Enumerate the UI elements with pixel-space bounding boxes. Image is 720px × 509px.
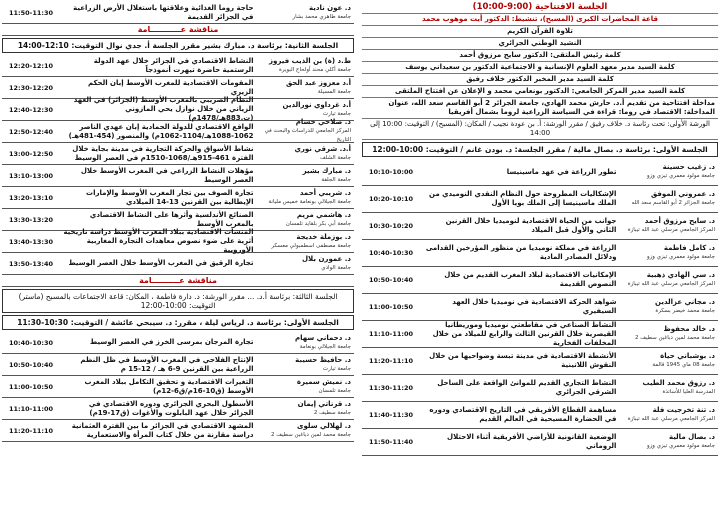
time-slot: 11:10-11:00	[368, 330, 414, 338]
opening-keynote: مداخلة افتتاحية من تقديم أ.د. حارش محمد الهادي، جامعة الجزائر 2 أبو القاسم سعد الله، عنوان المداخلة: الاقتصاد في روما: قراءة في السياسة الزراعية لروما بشمال أفريقيا	[362, 98, 718, 119]
speaker-affiliation: جامعة تيارت	[322, 110, 351, 117]
time-slot: 11:20-11:10	[368, 357, 414, 365]
speaker-name: د. كامل فاطمة	[663, 244, 715, 252]
speaker-name: د. دحماني سهام	[294, 333, 351, 342]
speaker	[256, 79, 354, 97]
opening-title: الجلسة الافتتاحية (9:00-10:00)	[362, 2, 718, 14]
time-slot: 10:20-10:10	[368, 195, 414, 203]
speaker	[619, 433, 718, 451]
right-column	[362, 2, 718, 507]
schedule-row	[2, 165, 354, 187]
schedule-row	[362, 375, 718, 402]
schedule-row	[362, 159, 718, 186]
speaker-name: د. صلاحي حسام	[295, 118, 351, 126]
speaker-name: د. خالد محفوظ	[663, 325, 715, 333]
opening-line-anthem: النشيد الوطني الجزائري	[362, 38, 718, 50]
time-slot: 10:10-10:00	[368, 168, 414, 176]
time-slot: 12:50-12:40	[8, 127, 54, 136]
schedule-row	[2, 398, 354, 420]
speaker-affiliation: جامعة تيارت	[322, 365, 351, 372]
time-slot: 11:30-11:20	[368, 384, 414, 392]
time-slot: 13:40-13:30	[8, 237, 54, 246]
speaker-affiliation: المدرسة العليا للأساتذة	[662, 389, 715, 395]
opening-line-lab: كلمة السيد مدير المخبر الدكتور خلاف رفيق	[362, 74, 718, 86]
left-top-rows	[2, 2, 354, 36]
talk-title: المنشآت الاقتصادية ببلاد المغرب الأوسط دراسة تاريخية أثرية على ضوء نصوص معاهدات التجارة المغاربية الأوروبية	[63, 228, 254, 254]
speaker	[619, 271, 718, 289]
time-slot: 10:50-10:40	[368, 276, 414, 284]
speaker-affiliation: المركز الجامعي مرسلي عبد الله تيبازة	[627, 281, 715, 287]
time-slot: 11:40-11:30	[368, 411, 414, 419]
talk-title: الواقع الاقتصادي للدولة الحمادية إبان عهدي الناصر 1062-1088هـ/1104-1062م) والمنصور (454-481هـ)	[68, 122, 254, 140]
schedule-row	[362, 240, 718, 267]
speaker-affiliation: جامعة الجيلالي بونعامة خميس مليانة	[268, 198, 351, 205]
session-1b-header: الجلسة الأولى: برئاسة د. لرياس ليلة ، مقرر: د. سيبحي عائشة / التوقيت: 10:30-11:30	[2, 315, 354, 330]
speaker-name: د. سي الهادي ذهبية	[646, 271, 715, 279]
speaker	[619, 217, 718, 235]
speaker-name: د. رزوق محمد الطيب	[642, 379, 715, 387]
talk-title: الزراعة في مملكة نوميديا من منظور المؤرخين القدامى ودلائل المصادر المادية	[425, 244, 617, 261]
talk-title: الوضعية القانونية للأراضي الأفريقية أثناء الاحتلال الروماني	[447, 433, 617, 450]
speaker	[619, 406, 718, 424]
speaker	[256, 255, 354, 273]
schedule-row	[362, 402, 718, 429]
time-slot: 11:20-11:10	[8, 426, 54, 435]
talk-title: مساهمة القطاع الأفريقي في التاريخ الاقتصادي ودوره في الحضارة المسيحية في العالم القديم	[429, 406, 617, 423]
time-slot: 10:30-10:20	[368, 222, 414, 230]
session-1-header: الجلسة الأولى: برئاسة د. بصال مالية / مقرر الجلسة: د. بودن غانم / التوقيت: 10:00-12:00	[362, 142, 718, 157]
speaker	[619, 190, 718, 208]
schedule-row	[362, 186, 718, 213]
talk-title: الأسطول البحري الجزائري ودوره الاقتصادي في الجزائر خلال عهد البابلوت والأغوات (ق17-19م)	[88, 399, 254, 417]
speaker-affiliation: جامعة الجيلالي بونعامة	[299, 343, 351, 350]
speaker-name: د. مبارك بشير	[302, 166, 351, 175]
speaker-name: د. بوشباني حياة	[660, 352, 715, 360]
speaker-name: د. عمورن بلال	[301, 254, 351, 263]
talk-title: تجارة الصوف بين تجار المغرب الأوسط والإمارات الإيطالية بين القرنين 13-14 الميلادي	[86, 188, 254, 206]
speaker-name: أ.د. شرقي نوري	[294, 144, 351, 153]
schedule-row	[2, 420, 354, 442]
speaker	[256, 400, 354, 418]
speaker-affiliation: جامعة مولود معمري تيزي وزو	[647, 173, 715, 179]
speaker-affiliation: جامعة محمد خيضر بسكرة	[655, 308, 715, 314]
speaker-affiliation: جامعة محمد لمين دباغين سطيف 2	[635, 335, 715, 341]
time-slot: 12:30-12:20	[8, 83, 54, 92]
speaker-name: د. عون نادية	[309, 3, 351, 12]
schedule-row	[362, 429, 718, 456]
opening-session	[362, 2, 718, 140]
talk-title: النشاط الاقتصادي في الجزائر خلال عهد الدولة الرستمية حاضرة تيهرت أنموذجاً	[93, 56, 254, 74]
speaker-affiliation: جامعة المسيلة	[317, 88, 351, 95]
time-slot: 13:30-13:20	[8, 215, 54, 224]
speaker-affiliation: جامعة محمد لمين دباغين سطيف 2	[271, 431, 351, 438]
speaker-name: د. لهلالي سلوى	[297, 421, 351, 430]
talk-title: مؤهلات النشاط الزراعي في المغرب الأوسط خلال العصر الوسيط	[80, 166, 254, 184]
speaker-name: د. بوزملة خديجة	[296, 232, 351, 241]
talk-title: تجارة الرقيق في المغرب الأوسط خلال العصر الوسيط	[68, 259, 254, 267]
speaker-name: د. مجاني عزالدين	[655, 298, 715, 306]
speaker	[619, 325, 718, 343]
speaker-name: ط.د (ة) بن الذيب فيروز	[268, 56, 351, 65]
speaker-affiliation: جامعة سطيف 2	[313, 409, 351, 416]
speaker-affiliation: جامعة مصطفى اسطمبولي معسكر	[271, 242, 351, 249]
time-slot: 13:00-12:50	[8, 149, 54, 158]
talk-title: الأنشطة الاقتصادية في مدينة تبسة وضواحيها من خلال النقوش اللاتينية	[429, 352, 617, 369]
talk-title: تجارة المرجان بمرسى الخرز في العصر الوسيط	[90, 338, 254, 346]
talk-title: الإشكاليات المطروحة حول النظام النقدي النوميدي من الملك ماسينيسا إلى الملك بويا الأول	[429, 190, 617, 207]
speaker-affiliation: المركز الجامعي مرسلي عبد الله تيبازة	[627, 227, 715, 233]
talk-title: التغيرات الاقتصادية و تحقيق التكامل ببلاد المغرب الأوسط (ق10-16م/ق6-12م)	[84, 377, 254, 395]
talk-title: تطور الزراعة في عهد ماسينيسا	[506, 167, 617, 176]
speaker	[256, 118, 354, 145]
time-slot: 11:00-10:50	[8, 382, 54, 391]
speaker-name: د. تنة تخرجيت فلة	[652, 406, 715, 414]
right-schedule	[362, 159, 718, 456]
opening-line-center: كلمة السيد مدير المركز الجامعي: الدكتور بونعامي محمد و الإعلان عن افتتاح الملتقى	[362, 86, 718, 98]
speaker	[619, 352, 718, 370]
speaker-affiliation: جامعة أكلي محند أولحاج البويرة	[279, 66, 351, 73]
schedule-row	[2, 187, 354, 209]
schedule-row	[2, 143, 354, 165]
session-2-header: الجلسة الثانية: برئاسة د. مبارك بشير مقرر الجلسة أ. جدي نوال التوقيت: 12:10-14:00	[2, 38, 354, 53]
speaker-affiliation: جامعة أبي بكر بلقايد تلمسان	[285, 220, 351, 227]
schedule-row	[2, 2, 354, 24]
speaker	[619, 163, 718, 181]
speaker	[256, 356, 354, 374]
speaker-affiliation: المركز الجامعي مرسلي عبد الله تيبازة	[627, 416, 715, 422]
time-slot: 10:40-10:30	[368, 249, 414, 257]
speaker-name: د. زغيب حسينة	[662, 163, 715, 171]
speaker	[256, 101, 354, 119]
speaker	[256, 145, 354, 163]
speaker-name: د. شريبي أحمد	[299, 188, 351, 197]
talk-title: نشاط الأسواق والحركة التجارية في مدينة بجاية خلال الفترة 461-915هـ/1068-1510م في العصر الوسيط	[72, 144, 254, 162]
talk-title: الصنائع الأندلسية وأثرها على النشاط الاقتصادي بالمغرب الأوسط	[89, 210, 254, 228]
speaker-affiliation: المركز الجامعي للدراسات والبحث في التاريخ	[264, 128, 351, 143]
speaker-affiliation: جامعة مولود معمري تيزي وزو	[647, 443, 715, 449]
speaker	[619, 379, 718, 397]
speaker	[619, 244, 718, 262]
time-slot: 13:10-13:00	[8, 171, 54, 180]
speaker-affiliation: جامعة الشلف	[320, 154, 351, 161]
time-slot: 10:40-10:30	[8, 338, 54, 347]
session-3-header: الجلسة الثالثة: برئاسة أ.د. ... مقرر الورشة: د. دارة فاطمة ، المكان: قاعة الاجتماعات بالمسبح (ماستر) التوقيت: 10:00-12:00	[2, 289, 354, 313]
speaker-affiliation: جامعة الجزائر 2 أبو القاسم سعد الله	[631, 200, 715, 206]
time-slot: 10:50-10:40	[8, 360, 54, 369]
time-slot: 13:20-13:10	[8, 193, 54, 202]
schedule-row	[2, 253, 354, 275]
speaker	[256, 4, 354, 22]
schedule-row	[2, 376, 354, 398]
speaker	[256, 422, 354, 440]
time-slot: 11:10-11:00	[8, 404, 54, 413]
talk-title: المشهد الاقتصادي في الجزائر ما بين الفترة العثمانية دراسة مقارنة من خلال كتاب المرأة والاستعمارية	[71, 421, 254, 439]
speaker-name: د. هاشمي مريم	[296, 210, 351, 219]
schedule-row	[362, 294, 718, 321]
schedule-row	[362, 213, 718, 240]
speaker-affiliation: جامعة 08 ماي 1945 قالمة	[652, 362, 715, 368]
talk-title: جوانب من الحياة الاقتصادية لنوميديا خلال القرنين الثاني والأول قبل الميلاد	[445, 217, 617, 234]
talk-title: النشاط التجاري القديم للموانئ الواقعة على الساحل الشرقي الجزائري	[437, 379, 617, 396]
speaker	[256, 167, 354, 185]
speaker	[256, 334, 354, 352]
talk-title: الإنتاج الفلاحي في المغرب الأوسط في ظل النظم الزراعية بين القرنين 9-6 هـ / 12-15 م	[80, 355, 254, 373]
speaker-name: أ.د غرداوي نورالدين	[282, 100, 351, 109]
speaker-affiliation: جامعة الوادي	[321, 264, 351, 271]
time-slot: 11:50-11:30	[8, 8, 54, 17]
time-slot: 12:40-12:30	[8, 105, 54, 114]
speaker-affiliation: جامعة طاهري محمد بشار	[292, 13, 351, 20]
time-slot: 11:50-11:40	[368, 438, 414, 446]
session-3-schedule	[2, 332, 354, 442]
speaker-name: د. عمروني الموفق	[650, 190, 715, 198]
opening-line-chair: كلمة رئيس الملتقى: الدكتور سايح مرزوق أحمد	[362, 50, 718, 62]
talk-title: المقومات الاقتصادية للمغرب الأوسط إبان الحكم الزيري	[87, 78, 254, 96]
speaker-name: د. بصال مالية	[668, 433, 715, 441]
schedule-row	[362, 348, 718, 375]
speaker	[619, 298, 718, 316]
opening-venue: قاعة المحاضرات الكبرى (المسبح)، تنشيط: الدكتور أيت موهوب محمد	[362, 14, 718, 26]
speaker-name: د. سايح مرزوق أحمد	[644, 217, 715, 225]
speaker-affiliation: جامعة مولود معمري تيزي وزو	[647, 254, 715, 260]
speaker-name: أ.د معزوز عبد الحق	[285, 78, 351, 87]
schedule-row	[2, 118, 354, 143]
talk-title: شواهد الحركة الاقتصادية في نوميديا خلال العهد السيفيري	[452, 298, 617, 315]
schedule-row	[2, 332, 354, 354]
discussion-row: مناقشة عــــــــــامة	[2, 275, 354, 287]
schedule-row	[2, 228, 354, 254]
talk-title: حاجة روما الغذائية وعلاقتها باستغلال الأرض الزراعية في الجزائر القديمة	[73, 3, 254, 21]
opening-line-institute: كلمة السيد مدير معهد العلوم الإنسانية و الاجتماعية الدكتور بن سعيداني يوسف	[362, 62, 718, 74]
speaker	[256, 211, 354, 229]
talk-title: النشاط الصناعي في مقاطعتي نوميديا وموريطانيا القيصرية خلال القرنين الثالث والرابع للميلاد من خلال المخلفات الفخارية	[432, 320, 617, 347]
schedule-row	[2, 354, 354, 376]
time-slot: 12:20-12:10	[8, 61, 54, 70]
speaker	[256, 57, 354, 75]
schedule-row	[2, 55, 354, 77]
opening-line-quran: تلاوة القرآن الكريم	[362, 26, 718, 38]
speaker-affiliation: جامعة الجلفة	[321, 176, 351, 183]
speaker-name: د. نميش سميرة	[296, 377, 351, 386]
speaker-affiliation: جامعة تلمسان	[318, 387, 351, 394]
speaker	[256, 378, 354, 396]
discussion-row: مناقشة عـــــــــــامة	[2, 24, 354, 36]
workshop-1-info: الورشة الأولى: تحت رئاسة د. خلاف رفيق / مقرر الورشة: أ. بن عودة نجيب / المكان: (المسبح) / التوقيت: 10:00 إلى 14:00	[362, 119, 718, 140]
speaker-name: د. حافيظ حسيبة	[295, 355, 351, 364]
time-slot: 11:00-10:50	[368, 303, 414, 311]
speaker	[256, 233, 354, 251]
session-2-schedule	[2, 55, 354, 287]
talk-title: النظام الضريبي بالمغرب الأوسط (الجزائر) في العهد الزياني من خلال نوازل يحي المازوني (ت.883هـ/1478م)	[73, 96, 254, 122]
speaker-name: د. قرناتي إيمان	[297, 399, 351, 408]
left-column	[2, 2, 354, 507]
schedule-row	[362, 267, 718, 294]
talk-title: الإمكانيات الاقتصادية لبلاد المغرب القديم من خلال النصوص القديمة	[444, 271, 617, 288]
speaker	[256, 189, 354, 207]
time-slot: 13:50-13:40	[8, 259, 54, 268]
schedule-row	[362, 321, 718, 348]
